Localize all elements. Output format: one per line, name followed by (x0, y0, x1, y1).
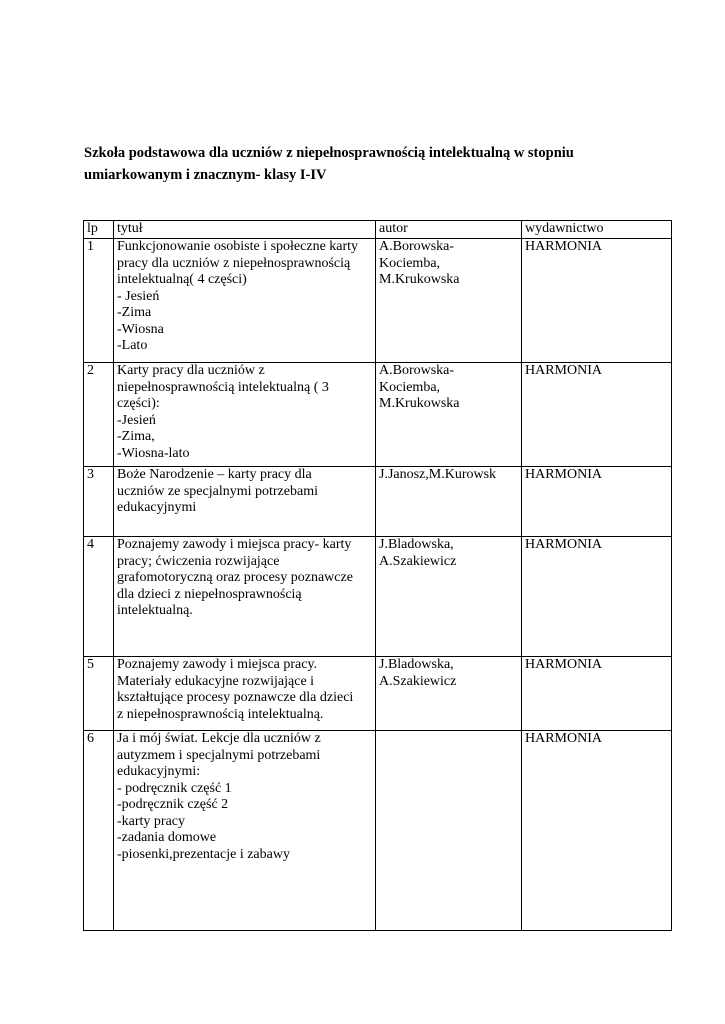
textbook-table (83, 220, 672, 931)
cell-publisher: HARMONIA (522, 731, 672, 931)
cell-title (114, 467, 376, 537)
cell-author (376, 467, 522, 537)
cell-title (114, 657, 376, 731)
cell-title (114, 239, 376, 363)
title-line: Poznajemy zawody i miejsca pracy. (117, 657, 318, 672)
author-line: Kociemba, (379, 379, 441, 395)
table-row (84, 537, 672, 657)
title-line: edukacyjnymi: (117, 764, 201, 779)
cell-publisher: HARMONIA (522, 239, 672, 363)
title-line: -Zima, (117, 429, 155, 444)
author-line: A.Szakiewicz (379, 673, 457, 689)
cell-lp: 3 (84, 467, 114, 537)
header-publisher: wydawnictwo (522, 221, 672, 239)
title-line: dla dzieci z niepełnosprawnością (117, 586, 302, 602)
title-line: -Wiosna-lato (117, 445, 190, 461)
author-line: M.Krukowska (379, 272, 460, 287)
title-line: części): (117, 396, 160, 411)
header-author: autor (376, 221, 522, 239)
cell-author (376, 537, 522, 657)
author-line: A.Borowska- (379, 363, 455, 378)
author-line: J.Janosz,M.Kurowsk (379, 467, 497, 482)
title-line: - podręcznik część 1 (117, 780, 232, 796)
cell-publisher: HARMONIA (522, 537, 672, 657)
title-line: -Lato (117, 338, 148, 353)
author-line: J.Bladowska, (379, 657, 454, 672)
title-line: -Zima (117, 305, 152, 320)
cell-publisher: HARMONIA (522, 467, 672, 537)
title-line: intelektualną. (117, 603, 193, 618)
title-line: pracy dla uczniów z niepełnosprawnością (117, 255, 351, 271)
author-line: Kociemba, (379, 255, 441, 271)
header-lp: lp (84, 221, 114, 239)
title-line: - Jesień (117, 288, 160, 304)
cell-lp: 2 (84, 363, 114, 467)
author-line: J.Bladowska, (379, 537, 454, 552)
heading-line-2: umiarkowanym i znacznym- klasy I-IV (84, 167, 327, 183)
title-line: grafomotoryczną oraz procesy poznawcze (117, 570, 353, 585)
cell-author (376, 657, 522, 731)
title-line: edukacyjnymi (117, 500, 197, 515)
title-line: -Jesień (117, 412, 156, 428)
cell-lp: 6 (84, 731, 114, 931)
author-line: A.Szakiewicz (379, 553, 457, 569)
author-line: A.Borowska- (379, 239, 455, 254)
cell-title (114, 537, 376, 657)
cell-publisher: HARMONIA (522, 363, 672, 467)
cell-title (114, 363, 376, 467)
title-line: -Wiosna (117, 321, 164, 337)
header-title: tytuł (114, 221, 376, 239)
table-row (84, 731, 672, 931)
cell-author (376, 239, 522, 363)
title-line: -podręcznik część 2 (117, 797, 229, 812)
title-line: autyzmem i specjalnymi potrzebami (117, 747, 321, 763)
title-line: -karty pracy (117, 813, 186, 829)
title-line: niepełnosprawnością intelektualną ( 3 (117, 379, 329, 395)
cell-title (114, 731, 376, 931)
table-row (84, 363, 672, 467)
title-line: intelektualną( 4 części) (117, 272, 247, 287)
cell-author (376, 731, 522, 931)
title-line: Poznajemy zawody i miejsca pracy- karty (117, 537, 352, 552)
title-line: Boże Narodzenie – karty pracy dla (117, 467, 312, 482)
table-row (84, 657, 672, 731)
title-line: z niepełnosprawnością intelektualną. (117, 706, 324, 722)
title-line: kształtujące procesy poznawcze dla dzieci (117, 690, 354, 705)
heading-line-1: Szkoła podstawowa dla uczniów z niepełnosprawnością intelektualną w stopniu (84, 145, 574, 161)
table-row (84, 467, 672, 537)
cell-lp: 1 (84, 239, 114, 363)
title-line: pracy; ćwiczenia rozwijające (117, 553, 280, 569)
cell-lp: 5 (84, 657, 114, 731)
title-line: Ja i mój świat. Lekcje dla uczniów z (117, 731, 321, 746)
page-heading (84, 142, 664, 186)
title-line: -piosenki,prezentacje i zabawy (117, 846, 290, 862)
table-header-row (84, 221, 672, 239)
title-line: Karty pracy dla uczniów z (117, 363, 265, 378)
author-line: M.Krukowska (379, 396, 460, 411)
cell-publisher: HARMONIA (522, 657, 672, 731)
title-line: uczniów ze specjalnymi potrzebami (117, 483, 318, 499)
table-row (84, 239, 672, 363)
cell-lp: 4 (84, 537, 114, 657)
title-line: -zadania domowe (117, 830, 217, 845)
cell-author (376, 363, 522, 467)
title-line: Materiały edukacyjne rozwijające i (117, 673, 315, 689)
title-line: Funkcjonowanie osobiste i społeczne karty (117, 239, 359, 254)
